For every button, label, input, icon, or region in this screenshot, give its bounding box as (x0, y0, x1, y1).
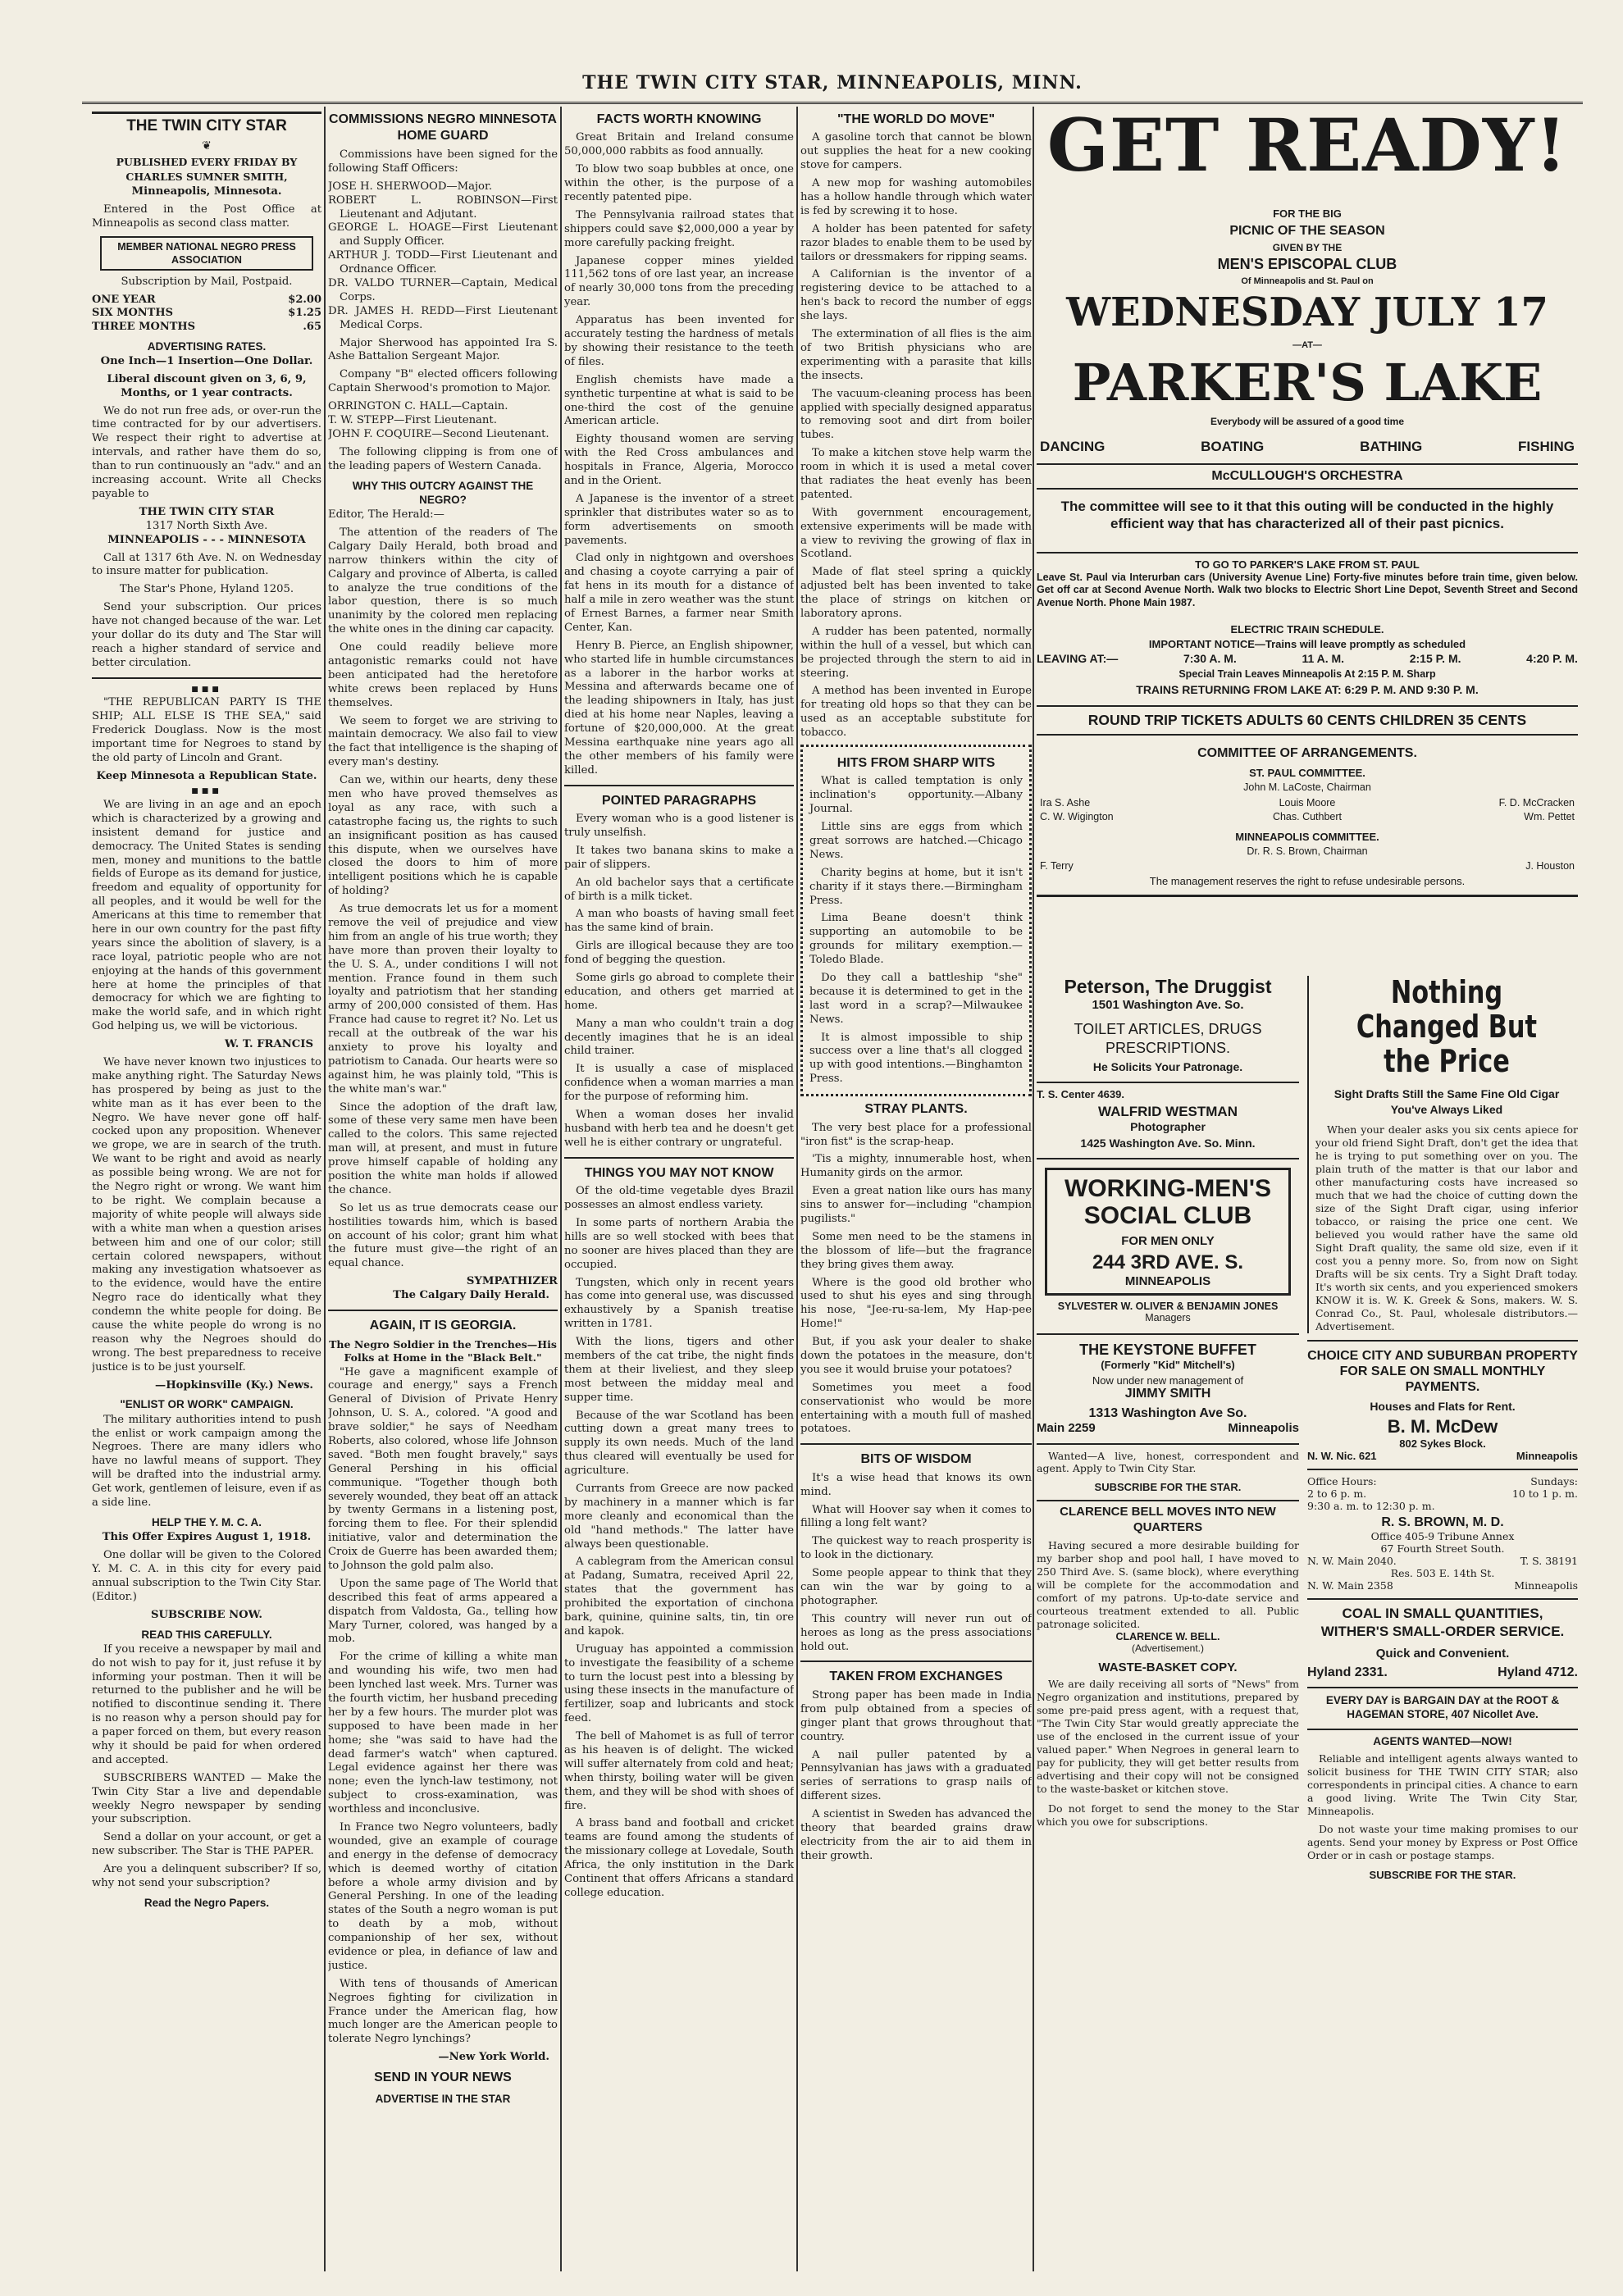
headline: POINTED PARAGRAPHS (601, 793, 757, 808)
article-paragraph: So let us as true democrats cease our hostilities towards him, which is based on account of his color; grant him what the future must give—the right of an equal chance. (328, 1201, 558, 1270)
divider (92, 677, 321, 679)
club-managers-label: Managers (1145, 1312, 1191, 1323)
article-paragraph: We have never known two injustices to make anything right. The Saturday News has prospered by being as just to the white man as it has ever been to the Negro. We have never gone off half-cocked upon any proposition. Whenever we grope, we are in search of the truth. We want to be right and avoid as nearly as possible being wrong. We are not for the Negro right or wrong. We want him to be right. We complain because a majority of white people will always side with a white man when a question arises between him and one of our color; still certain colored newspapers, without making any investigation whatsoever as to the evidence, would have the entire Negro race do identically what they condemn the white people for doing. Be cause the white people do wrong is no reason why the Negroes should do wrong. The best preparedness to receive justice is to be just yourself. (92, 1056, 321, 1374)
waste-basket-copy: We are daily receiving all sorts of "News" from Negro organization and institutions, prepared by some pre-paid press agent, with a request that, "The Twin City Star would greatly appreciate the use of the enclosed in the current issue of your valued paper." When Negroes in general learn to pay for publicity, they will get better results from advertising and their copy will not be consigned to the waste-basket or kitchen stove. (1037, 1677, 1299, 1795)
headline: BITS OF WISDOM (860, 1452, 972, 1467)
things-item: The bell of Mahomet is as full of terror as his heaven is of delight. The wicked will suffer alternately from cold and heat; when thirsty, boiling water will be given them, and they will be shod with shoes of fire. (564, 1730, 794, 1812)
divider (1037, 1082, 1299, 1083)
stpaul-head: TO GO TO PARKER'S LAKE FROM ST. PAUL (1037, 552, 1578, 571)
stray-item: Some men need to be the stamens in the blossom of life—but the fragrance they bring gives them away. (800, 1230, 1032, 1271)
stray-item: Sometimes you meet a food conservationist who would be more entertaining with a mouth full of mashed potatoes. (800, 1381, 1032, 1436)
officer-line: JOHN F. COQUIRE—Second Lieutenant. (328, 427, 549, 440)
headline: WHY THIS OUTCRY AGAINST THE NEGRO? (352, 479, 534, 506)
stray-item: Where is the good old brother who used to shut his eyes and sing through his nose, "Jee-ru-sa-lem, My Hap-pee Home!" (800, 1276, 1032, 1331)
things-item: Tungsten, which only in recent years has come into general use, was discussed exhaustively by a Spanish treatise written in 1781. (564, 1276, 794, 1331)
mcdew-address: 802 Sykes Block. (1399, 1437, 1486, 1451)
world-item: A new mop for washing automobiles has a hollow handle through which water is fed by screwing it to hose. (800, 177, 1032, 217)
signature: SYMPATHIZER (466, 1275, 558, 1288)
keystone-formerly: (Formerly "Kid" Mitchell's) (1101, 1359, 1235, 1371)
club-name: MEN'S EPISCOPAL CLUB (1217, 256, 1397, 272)
divider (1307, 1687, 1578, 1688)
subscribe-now: SUBSCRIBE NOW. (151, 1608, 262, 1621)
stray-item: Even a great nation like ours has many sins to answer for—including "champion pugilists." (800, 1185, 1032, 1225)
divider (1307, 1598, 1578, 1600)
fact-item: Great Britain and Ireland consume 50,000,000 rabbits as food annually. (564, 131, 794, 158)
fact-item: Apparatus has been invented for accurately testing the hardness of metals by showing their resistance to the teeth of files. (564, 314, 794, 368)
ads-left-stack (1037, 976, 1299, 1829)
hits-item: It is almost impossible to ship success over a line that's all clogged up with good intentions.—Binghamton Press. (809, 1031, 1023, 1086)
publisher-city: Minneapolis, Minnesota. (131, 185, 282, 198)
headline: "THE WORLD DO MOVE" (837, 112, 996, 126)
of-cities: Of Minneapolis and St. Paul on (1241, 276, 1374, 286)
peterson-name: Peterson, The Druggist (1064, 976, 1272, 997)
divider (1307, 1469, 1578, 1470)
officer-line: JOSE H. SHERWOOD—Major. (328, 180, 493, 193)
rate-row: ONE YEAR $2.00 (92, 293, 321, 306)
promises-copy: Do not waste your time making promises to our agents. Send your money by Express or Post Office Order or in cash or postage stamps. (1307, 1822, 1578, 1861)
masthead: THE TWIN CITY STAR, MINNEAPOLIS, MINN. (82, 72, 1583, 104)
schedule-head: ELECTRIC TRAIN SCHEDULE. (1230, 623, 1384, 636)
article-paragraph: Can we, within our hearts, deny these men who have proved themselves as loyal as any race, with such a catastrophe facing us, the rights to such an insignificant position as has caused this dispute, when we ourselves have closed the doors to him of more intelligent positions which he is capable of holding? (328, 774, 558, 898)
picnic-ad (1037, 102, 1578, 968)
advertising-head: ADVERTISING RATES. (147, 339, 267, 353)
get-ready-banner: GET READY! (1046, 102, 1568, 188)
stray-item: The very best place for a professional "iron fist" is the scrap-heap. (800, 1121, 1032, 1148)
things-item: Of the old-time vegetable dyes Brazil possesses an almost endless variety. (564, 1185, 794, 1212)
call-notice: Call at 1317 6th Ave. N. on Wednesday to insure matter for publication. (92, 551, 321, 578)
brown-res-row: N. W. Main 2358 Minneapolis (1307, 1579, 1578, 1592)
article-paragraph: One dollar will be given to the Colored Y. M. C. A. in this city for every paid annual subscription to the Twin City Star. (Editor.) (92, 1549, 321, 1603)
headline: HELP THE Y. M. C. A. (151, 1515, 262, 1528)
subscribe-star: SUBSCRIBE FOR THE STAR. (1094, 1481, 1242, 1493)
article-paragraph: One could readily believe more antagonistic remarks could not have been anticipated had the heretofore white crews been replaced by Huns themselves. (328, 641, 558, 709)
things-item: A brass band and football and cricket teams are found among the students of the missionary college at Lovedale, South Africa, the only institution in the Dark Continent that offers Africans a standard college education. (564, 1817, 794, 1899)
wisdom-item: Some people appear to think that they can win the war by going to a photographer. (800, 1567, 1032, 1607)
officer-line: ARTHUR J. TODD—First Lieutenant and Ordnance Officer. (328, 249, 558, 276)
column-4 (800, 107, 1032, 2271)
headline: FACTS WORTH KNOWING (596, 112, 762, 126)
article-paragraph: We seem to forget we are striving to maintain democracy. We also fail to view the fact that intelligence is the shaping of every man's destiny. (328, 714, 558, 769)
rate-row: THREE MONTHS .65 (92, 321, 321, 334)
officer-line: DR. VALDO TURNER—Captain, Medical Corps. (328, 276, 558, 303)
leaving-row: LEAVING AT:— 7:30 A. M. 11 A. M. 2:15 P. M. 4:20 P. M. (1037, 652, 1578, 665)
brown-office: Office 405-9 Tribune Annex (1370, 1530, 1515, 1543)
stpaul-committee: ST. PAUL COMMITTEE. (1249, 767, 1365, 779)
fact-item: Clad only in nightgown and overshoes and chasing a coyote carrying a pair of fat hens in its mouth for a distance of half a mile in zero weather was the stunt of Ernest Barnes, a farmer near Smith Center, Kan. (564, 552, 794, 634)
management-reserves: The management reserves the right to refuse undesirable persons. (1149, 875, 1466, 887)
keep-republican: Keep Minnesota a Republican State. (96, 769, 317, 782)
headline: TAKEN FROM EXCHANGES (829, 1670, 1003, 1684)
stpaul-directions: Leave St. Paul via Interurban cars (University Avenue Line) Forty-five minutes before train time, given below. Get off car at Second Avenue North. Walk two blocks to Electric Short Line Depot, Seventh Street and Second Avenue North. Phone Main 1987. (1037, 572, 1578, 608)
source-credit: The Calgary Daily Herald. (393, 1289, 549, 1302)
address-line: THE TWIN CITY STAR (139, 505, 275, 518)
source-credit: —Hopkinsville (Ky.) News. (155, 1378, 313, 1392)
divider (1037, 1158, 1299, 1159)
wanted-agent: Wanted—A live, honest, correspondent and agent. Apply to Twin City Star. (1037, 1450, 1299, 1474)
keystone-address: 1313 Washington Ave So. (1088, 1406, 1247, 1420)
ads-right-stack (1307, 976, 1578, 1881)
bell-headline: CLARENCE BELL MOVES INTO NEW QUARTERS (1060, 1505, 1276, 1534)
address-line: MINNEAPOLIS - - - MINNESOTA (107, 533, 306, 546)
divider (564, 1157, 794, 1159)
special-train: Special Train Leaves Minneapolis At 2:15 P. M. Sharp (1178, 668, 1436, 680)
agents-copy: Reliable and intelligent agents always wanted to solicit business for THE TWIN CITY STAR; also correspondents in principal cities. A chance to earn a good living. Write The Twin City Star, Minneapolis. (1307, 1752, 1578, 1817)
coal-ad: COAL IN SMALL QUANTITIES, WITHER'S SMALL-ORDER SERVICE. (1320, 1606, 1565, 1640)
important-notice: IMPORTANT NOTICE—Trains will leave promptly as scheduled (1148, 638, 1466, 650)
headline: HITS FROM SHARP WITS (837, 755, 996, 770)
advertising-rate: One Inch—1 Insertion—One Dollar. (100, 354, 313, 367)
waste-headline: WASTE-BASKET COPY. (1098, 1660, 1238, 1674)
club-men: FOR MEN ONLY (1121, 1234, 1215, 1248)
send-subscription: Send your subscription. Our prices have not changed because of the war. Let your dollar do its duty and The Star will reach a higher standard of service and better circulation. (92, 601, 321, 669)
things-item: Because of the war Scotland has been cutting down a great many trees to supply its own needs. Much of the land thus cleared will eventually be used for agriculture. (564, 1409, 794, 1478)
stray-item: 'Tis a mighty, innumerable host, when Humanity girds on the armor. (800, 1153, 1032, 1180)
keystone-owner: JIMMY SMITH (1124, 1387, 1211, 1401)
article-paragraph: Editor, The Herald:— (328, 508, 445, 522)
brown-residence: Res. 503 E. 14th St. (1390, 1567, 1495, 1580)
officer-line: GEORGE L. HOAGE—First Lieutenant and Supply Officer. (328, 221, 558, 248)
column-rule (796, 107, 798, 2271)
advertising-discount: Liberal discount given on 3, 6, 9, Months, or 1 year contracts. (107, 372, 307, 399)
hits-item: Do they call a battleship "she" because it is determined to get in the last word in a scrap?—Milwaukee News. (809, 972, 1023, 1026)
ticket-prices: ROUND TRIP TICKETS ADULTS 60 CENTS CHILDREN 35 CENTS (1037, 705, 1578, 736)
fact-item: The Pennsylvania railroad states that shippers could save $2,000,000 a year by more carefully packing freight. (564, 208, 794, 249)
article-paragraph: Upon the same page of The World that described this feat of arms appeared a dispatch from Valdosta, Ga., telling how Mary Turner, colored, was hanged by a mob. (328, 1577, 558, 1646)
pointed-item: An old bachelor says that a certificate of birth is a milk ticket. (564, 876, 794, 903)
bell-signature: CLARENCE W. BELL. (1115, 1630, 1220, 1642)
headline: COMMISSIONS NEGRO MINNESOTA HOME GUARD (329, 112, 557, 144)
column-1 (92, 107, 321, 2271)
hours-row: 2 to 6 p. m. 10 to 1 p. m. (1307, 1487, 1578, 1501)
stpaul-members-left: Ira S. Ashe C. W. Wigington (1040, 797, 1114, 822)
publisher-name: CHARLES SUMNER SMITH, (125, 171, 288, 184)
social-club-ad (1045, 1168, 1291, 1296)
exchange-item: A scientist in Sweden has advanced the theory that bearded grains draw electricity from the air to aid them in their growth. (800, 1808, 1032, 1862)
fact-item: Japanese copper mines yielded 111,562 tons of ore last year, an increase of nearly 30,000 tons from the preceding year. (564, 254, 794, 309)
hyland-row: Hyland 2331. Hyland 4712. (1307, 1665, 1578, 1679)
entered-notice: Entered in the Post Office at Minneapolis as second class matter. (92, 203, 321, 230)
press-association-box: MEMBER NATIONAL NEGRO PRESS ASSOCIATION (100, 236, 313, 271)
exchange-item: Strong paper has been made in India from pulp obtained from a species of ginger plant that grows throughout that country. (800, 1688, 1032, 1743)
fact-item: Henry B. Pierce, an English shipowner, who started life in humble circumstances as a laborer in the harbor works at Messina and afterwards became one of the leading shipowners in Italy, has just died at his home near Naples, leaving a fortune of $20,000,000. At the great Messina earthquake nine years ago all the other members of his family were killed. (564, 639, 794, 777)
westman-name: WALFRID WESTMAN (1098, 1104, 1238, 1119)
officer-line: T. W. STEPP—First Lieutenant. (328, 413, 497, 426)
world-item: A holder has been patented for safety razor blades to enable them to be used by tailors or dressmakers for ripping seams. (800, 222, 1032, 263)
world-item: The extermination of all flies is the aim of two British physicians who are experimenting with a parasite that kills the insects. (800, 328, 1032, 382)
wisdom-item: The quickest way to reach prosperity is to look in the dictionary. (800, 1535, 1032, 1562)
mpls-member-left: F. Terry (1040, 860, 1074, 872)
world-item: A Californian is the inventor of a registering device to be attached to a hen's back to record the number of eggs she lays. (800, 268, 1032, 323)
article-paragraph: Company "B" elected officers following Captain Sherwood's promotion to Major. (328, 368, 558, 395)
subscription-head: Subscription by Mail, Postpaid. (121, 275, 293, 288)
divider (1037, 1443, 1299, 1445)
hits-item: Little sins are eggs from which great sorrows are hatched.—Chicago News. (809, 821, 1023, 861)
subheadline: The Negro Soldier in the Trenches—His Folks at Home in the "Black Belt." (329, 1337, 557, 1364)
headline: "ENLIST OR WORK" CAMPAIGN. (120, 1398, 294, 1411)
returning-trains: TRAINS RETURNING FROM LAKE AT: 6:29 P. M. AND 9:30 P. M. (1136, 683, 1479, 696)
article-paragraph: In France two Negro volunteers, badly wounded, give an example of courage and energy in the defense of democracy which is deemed worthy of citation before a whole army division and by General Pershing. In one of the leading states of the South a negro woman is put to death by a mob, without companionship of her sex, without evidence or plea, in defiance of law and justice. (328, 1821, 558, 1972)
divider (328, 1310, 558, 1311)
forget-notice: Do not forget to send the money to the Star which you owe for subscriptions. (1037, 1802, 1299, 1828)
westman-address: 1425 Washington Ave. So. Minn. (1080, 1137, 1256, 1150)
brown-address: 67 Fourth Street South. (1380, 1542, 1505, 1556)
club-city: MINNEAPOLIS (1124, 1274, 1211, 1288)
pointed-item: It takes two banana skins to make a pair of slippers. (564, 844, 794, 871)
sight-drafts: Sight Drafts Still the Same Fine Old Cigar You've Always Liked (1334, 1087, 1560, 1116)
things-item: Uruguay has appointed a commission to investigate the feasibility of a scheme to turn the locust pest into a blessing by using these insects in the manufacture of fertilizer, soap and lubricants and stock feed. (564, 1642, 794, 1725)
article-paragraph: If you receive a newspaper by mail and do not wish to pay for it, just refuse it by informing your postman. Then it will be returned to the publisher and he will be notified to discontinue sending it. There is no reason why a person should pay for a paper forced on them, but every reason why it should be paid for when ordered and accepted. (92, 1642, 321, 1766)
divider (1307, 1729, 1578, 1730)
divider (800, 1660, 1032, 1662)
divider (1037, 1500, 1299, 1501)
club-address: 244 3RD AVE. S. (1092, 1251, 1244, 1273)
column-3 (564, 107, 794, 2271)
address-line: 1317 North Sixth Ave. (145, 519, 268, 532)
office-hours-row: Office Hours: Sundays: (1307, 1475, 1578, 1488)
article-paragraph: With tens of thousands of American Negroes fighting for civilization in France under the American flag, how much longer are the American people to tolerate Negro lynchings? (328, 1977, 558, 2046)
cigar-ad (1307, 976, 1578, 1333)
pointed-item: Many a man who couldn't train a dog decently imagines that he is an ideal child trainer. (564, 1017, 794, 1058)
column-2 (328, 107, 558, 2271)
event-date: WEDNESDAY JULY 17 (1066, 289, 1548, 335)
mpls-committee: MINNEAPOLIS COMMITTEE. (1235, 831, 1379, 843)
world-item: A method has been invented in Europe for treating old hops so that they can be used as an acceptable substitute for tobacco. (800, 685, 1032, 740)
world-item: A gasoline torch that cannot be blown out supplies the heat for a new cooking stove for campers. (800, 131, 1032, 172)
article-paragraph: We are living in an age and an epoch which is characterized by a growing and insistent demand for justice and democracy. The United States is sending men, money and munitions to the battle fields of Europe as its demand for justice, freedom and equality of opportunity for all peoples, and it would be well for the Americans at this time to remember that here in our own country for the past fifty years since the abolition of slavery, is a race loyal, patriotic people who are not enjoying at the hands of this government here at home the principles of that democracy for which we are fighting to make the world safe, and in which right God helping us, we will be victorious. (92, 799, 321, 1033)
wisdom-item: This country will never run out of heroes as long as the press associations hold out. (800, 1612, 1032, 1653)
read-negro-papers: Read the Negro Papers. (144, 1896, 270, 1909)
divider (564, 785, 794, 786)
things-item: With the lions, tigers and other members of the cat tribe, the night finds them at their liveliest, and they sleep most between the midday meal and supper time. (564, 1336, 794, 1404)
picnic-line: PICNIC OF THE SEASON (1229, 224, 1385, 238)
cigar-copy: When your dealer asks you six cents apiece for your old friend Sight Draft, don't get the idea that he is trying to put something over on you. The plain truth of the matter is that our labor and other manufacturing costs have increased so much that we had the choice of cutting down the size of the Sight Draft cigar, using inferior tobacco, or raising the price one cent. We believed you would rather have the same old Sight Draft quality, the same old size, even if it cost you a penny more. So, from now on Sight Drafts will be six cents. Try a Sight Draft today. It's worth six cents, and you experienced smokers KNOW it is. W. K. Greek & Sons, makers. W. S. Conrad Co., St. Paul, wholesale distributors.—Advertisement. (1315, 1123, 1578, 1332)
pointed-item: When a woman doses her invalid husband with herb tea and he doesn't get well he is either contrary or ungrateful. (564, 1109, 794, 1149)
assured: Everybody will be assured of a good time (1210, 416, 1405, 427)
douglass-quote: "THE REPUBLICAN PARTY IS THE SHIP; ALL ELSE IS THE SEA," said Frederick Douglass. Now is the most important time for Negroes to stand by the old party of Lincoln and Grant. (92, 696, 321, 764)
advertise-star: ADVERTISE IN THE STAR (375, 2092, 511, 2105)
parkers-lake: PARKER'S LAKE (1072, 353, 1543, 412)
peterson-address: 1501 Washington Ave. So. (1092, 998, 1244, 1012)
mpls-member-right: J. Houston (1525, 860, 1575, 872)
divider (1037, 1333, 1299, 1335)
headline: STRAY PLANTS. (864, 1102, 968, 1117)
hours-morning: 9:30 a. m. to 12:30 p. m. (1307, 1500, 1435, 1513)
nothing-changed: Nothing Changed But the Price (1356, 974, 1538, 1079)
at-line: —AT— (1292, 340, 1322, 350)
keystone-name: THE KEYSTONE BUFFET (1079, 1342, 1256, 1358)
world-item: A rudder has been patented, normally within the hull of a vessel, but which can be projected through the stern to aid in steering. (800, 625, 1032, 680)
bell-notice: Having secured a more desirable building for my barber shop and pool hall, I have moved to 250 Third Ave. S. (same block), where everything will be complete for the accommodation and comfort of my patrons. Up-to-date service and courteous treatment extended to all. Public patronage solicited. (1037, 1538, 1299, 1630)
for-the-big: FOR THE BIG (1273, 207, 1342, 220)
article-paragraph: For the crime of killing a white man and wounding his wife, two men had been lynched last week. Mrs. Turner was the fourth victim, her husband preceding her by a few hours. The murder plot was supposed to have been made in her home; she "was said to have had the dead farmer's watch" when captured. Legal evidence against her there was none; even the lynch-law testimony, not subject to cross-examination, was worthless and inconclusive. (328, 1651, 558, 1816)
article-paragraph: The military authorities intend to push the enlist or work campaign among the Negroes. There are many idlers who have no lawful means of support. They will be drafted into the industrial army. Get work, gentlemen of leisure, even if as a side line. (92, 1413, 321, 1510)
wisdom-item: It's a wise head that knows its own mind. (800, 1471, 1032, 1498)
world-item: With government encouragement, extensive experiments will be made with a view to reviving the growing of flax in Scotland. (800, 506, 1032, 561)
keystone-management: Now under new management of (1092, 1374, 1244, 1387)
activities-row: DANCING BOATING BATHING FISHING (1040, 439, 1575, 454)
pointed-item: It is usually a case of misplaced confidence when a woman marries a man for the purpose of reforming him. (564, 1063, 794, 1104)
article-paragraph: Are you a delinquent subscriber? If so, why not send your subscription? (92, 1863, 321, 1890)
fact-item: Eighty thousand women are serving with the Red Cross ambulances and hospitals in France, Algeria, Morocco and in the Orient. (564, 433, 794, 487)
article-paragraph: Since the adoption of the draft law, some of these very same men have been called to the colors. This same rejected man will, at present, and must in future prove himself capable of holding any position the white man holds if allowed the chance. (328, 1100, 558, 1196)
hits-item: Charity begins at home, but it isn't charity if it stays there.—Birmingham Press. (809, 866, 1023, 907)
officer-line: ROBERT L. ROBINSON—First Lieutenant and Adjutant. (328, 194, 558, 221)
bell-advertisement: (Advertisement.) (1131, 1642, 1205, 1654)
bargain-day: EVERY DAY is BARGAIN DAY at the ROOT & HAGEMAN STORE, 407 Nicollet Ave. (1325, 1693, 1560, 1721)
article-paragraph: Commissions have been signed for the following Staff Officers: (328, 148, 558, 175)
ornament-icon: ■■■ (191, 685, 222, 694)
things-item: A cablegram from the American consul at Padang, Sumatra, received April 22, states that the government has prohibited the exportation of cinchona bark, quinine, quinine salts, tin, tin ore and kapok. (564, 1556, 794, 1638)
column-rule (324, 107, 326, 2271)
ornament-icon: ■■■ (191, 787, 222, 796)
divider (800, 1443, 1032, 1445)
divider (1307, 1340, 1578, 1342)
pointed-item: Girls are illogical because they are too fond of begging the question. (564, 940, 794, 967)
peterson-solicits: He Solicits Your Patronage. (1092, 1060, 1243, 1073)
peterson-items: TOILET ARTICLES, DRUGS PRESCRIPTIONS. (1074, 1021, 1262, 1056)
property-headline: CHOICE CITY AND SUBURBAN PROPERTY FOR SALE ON SMALL MONTHLY PAYMENTS. (1307, 1348, 1578, 1395)
paper-title: THE TWIN CITY STAR (92, 112, 321, 136)
fact-item: A Japanese is the inventor of a street sprinkler that distributes water so as to form advertisements on smooth pavements. (564, 492, 794, 547)
committee-note: The committee will see to it that this outing will be conducted in the highly efficient way that has characterized all of their past picnics. (1060, 499, 1554, 532)
given-by: GIVEN BY THE (1272, 242, 1343, 253)
stray-item: But, if you ask your dealer to shake down the potatoes in the measure, don't you see it would bruise your potatoes? (800, 1336, 1032, 1376)
officer-line: ORRINGTON C. HALL—Captain. (328, 400, 508, 413)
article-paragraph: SUBSCRIBERS WANTED — Make the Twin City Star a live and dependable weekly Negro newspaper by sending your subscription. (92, 1771, 321, 1826)
article-paragraph: The following clipping is from one of the leading papers of Western Canada. (328, 445, 558, 472)
signature: W. T. FRANCIS (224, 1038, 313, 1051)
keystone-phone-row: Main 2259 Minneapolis (1037, 1421, 1299, 1435)
offer-line: This Offer Expires August 1, 1918. (102, 1531, 312, 1544)
source-credit: —New York World. (438, 2051, 549, 2064)
stpaul-members-mid: Louis Moore Chas. Cuthbert (1272, 797, 1343, 822)
wisdom-item: What will Hoover say when it comes to filling a long felt want? (800, 1503, 1032, 1530)
hits-item: Lima Beane doesn't think supporting an automobile to be grounds for military exemption.—Toledo Blade. (809, 912, 1023, 967)
headline: READ THIS CAREFULLY. (141, 1628, 272, 1641)
world-item: The vacuum-cleaning process has been applied with specially designed apparatus to removing soot and dirt from boiler tubes. (800, 387, 1032, 442)
officer-line: DR. JAMES H. REDD—First Lieutenant Medical Corps. (328, 304, 558, 331)
article-paragraph: The attention of the readers of The Calgary Daily Herald, both broad and narrow thinkers within the city of Calgary and province of Alberta, is called to analyze the true conditions of the labor question, there is so much unanimity by the colored men replacing the white ones in the dining car capacity. (328, 526, 558, 636)
westman-phone: T. S. Center 4639. (1037, 1088, 1124, 1100)
ad-column (1037, 102, 1578, 2276)
westman-title: Photographer (1130, 1120, 1206, 1133)
mcdew-name: B. M. McDew (1387, 1416, 1498, 1437)
mpls-chairman: Dr. R. S. Brown, Chairman (1247, 845, 1368, 857)
arrangements-head: COMMITTEE OF ARRANGEMENTS. (1197, 746, 1417, 760)
fact-item: English chemists have made a synthetic turpentine at what is said to be one-third the cost of the genuine American article. (564, 373, 794, 428)
article-paragraph: Major Sherwood has appointed Ira S. Ashe Battalion Sergeant Major. (328, 336, 558, 363)
brown-phone-row: N. W. Main 2040. T. S. 38191 (1307, 1555, 1578, 1568)
column-rule (1033, 107, 1034, 2271)
world-item: Made of flat steel spring a quickly adjusted belt has been invented to take the place of strings on kitchen or laboratory aprons. (800, 566, 1032, 620)
column-rule (560, 107, 562, 2271)
fact-item: To blow two soap bubbles at once, one within the other, is the purpose of a recently patented pipe. (564, 163, 794, 204)
headline: THINGS YOU MAY NOT KNOW (584, 1165, 774, 1180)
article-paragraph: Send a dollar on your account, or get a new subscriber. The Star is THE PAPER. (92, 1831, 321, 1858)
brown-name: R. S. BROWN, M. D. (1381, 1515, 1504, 1530)
pointed-item: A man who boasts of having small feet has the same kind of brain. (564, 908, 794, 935)
things-item: Currants from Greece are now packed by machinery in a manner which is far more cleanly and economical than the old "hand methods." The latter have always been questionable. (564, 1483, 794, 1551)
headline: AGAIN, IT IS GEORGIA. (369, 1319, 517, 1333)
pointed-item: Every woman who is a good listener is truly unselfish. (564, 813, 794, 840)
club-title: WORKING-MEN'S SOCIAL CLUB (1064, 1175, 1272, 1229)
things-item: In some parts of northern Arabia the hills are so well stocked with bees that no sooner are hives placed than they are occupied. (564, 1216, 794, 1271)
article-paragraph: As true democrats let us for a moment remove the veil of prejudice and view him from an angle of his true worth; they have more than proven their loyalty to the U. S. A., under conditions I will not mention. France found in them such loyalty and patriotism that her standing army of 200,000 consisted of them. Has France had cause to regret it? No. Let us recall at the outbreak of the war his anxiety to prove his loyalty and patriotism to Canada. Our hearts were so against him, he was plainly told, "This is the white man's war." (328, 903, 558, 1096)
published-line: PUBLISHED EVERY FRIDAY BY (116, 156, 298, 169)
hits-box (800, 745, 1032, 1096)
houses-for-rent: Houses and Flats for Rent. (1370, 1400, 1516, 1414)
send-news: SEND IN YOUR NEWS (374, 2070, 512, 2085)
orchestra: McCULLOUGH'S ORCHESTRA (1037, 463, 1578, 490)
club-managers: SYLVESTER W. OLIVER & BENJAMIN JONES (1057, 1301, 1279, 1312)
stpaul-members-right: F. D. McCracken Wm. Pettet (1498, 797, 1575, 822)
world-item: To make a kitchen stove help warm the room in which it is used a metal cover that radiates the heat evenly has been patented. (800, 447, 1032, 501)
stpaul-chairman: John M. LaCoste, Chairman (1243, 781, 1371, 793)
exchange-item: A nail puller patented by a Pennsylvanian has jaws with a graduated series of serrations to grasp nails of different sizes. (800, 1748, 1032, 1803)
divider (1037, 895, 1578, 897)
mcdew-phone-row: N. W. Nic. 621 Minneapolis (1307, 1450, 1578, 1463)
star-phone: The Star's Phone, Hyland 1205. (119, 583, 294, 596)
coal-sub: Quick and Convenient. (1375, 1646, 1510, 1660)
rate-row: SIX MONTHS $1.25 (92, 307, 321, 320)
pointed-item: Some girls go abroad to complete their education, and others get married at home. (564, 972, 794, 1012)
ad-policy: We do not run free ads, or over-run the time contracted for by our advertisers. We respect their right to advertise at intervals, and rather have them do so, than to run continuously an "adv." and an increasing account. Write all Checks payable to (92, 404, 321, 500)
subscribe-star: SUBSCRIBE FOR THE STAR. (1369, 1868, 1516, 1881)
ornament-icon: ❦ (202, 139, 212, 153)
article-paragraph: "He gave a magnificent example of courage and energy," says a French General of Division of Private Henry Johnson, U. S. A., colored. "A good and brave soldier," he says of Needham Roberts, also colored, whose life Johnson saved. "Both men fought bravely," says General Pershing in his official communique. "Together though both severely wounded, they beat off an attack by twenty Germans in a listening post, forcing them to flee. For their splendid initiative, valor and determination the Croix de Guerre has been awarded them; to Johnson the gold palm also. (328, 1365, 558, 1572)
agents-headline: AGENTS WANTED—NOW! (1373, 1734, 1512, 1747)
hits-item: What is called temptation is only inclination's opportunity.—Albany Journal. (809, 775, 1023, 816)
